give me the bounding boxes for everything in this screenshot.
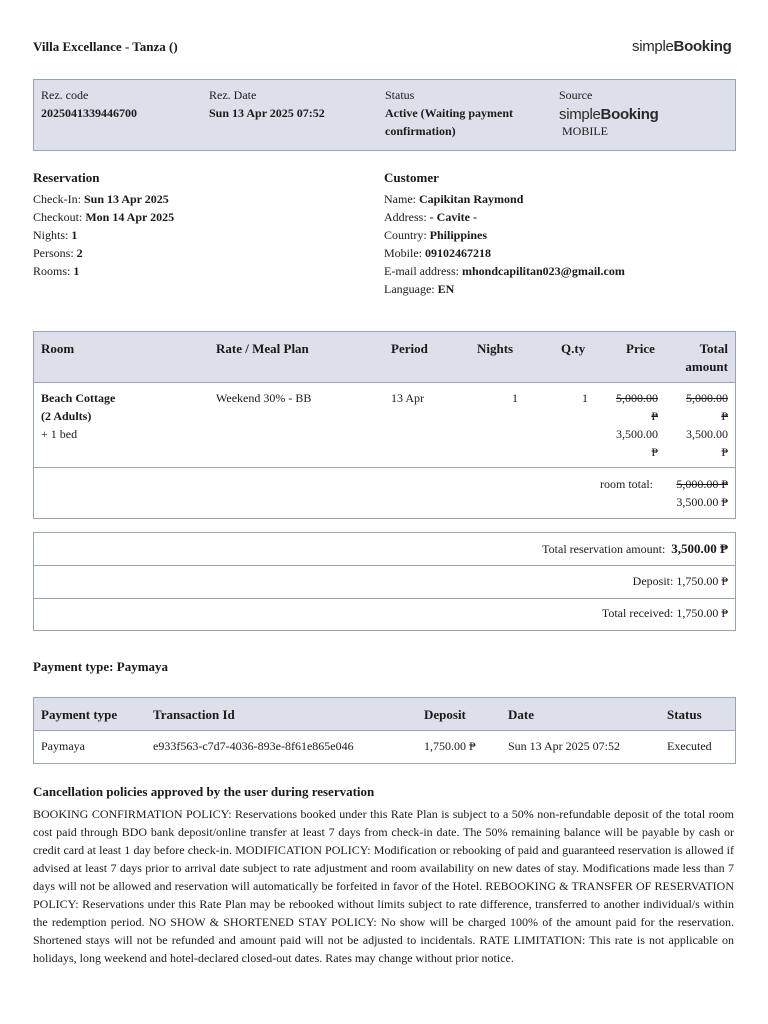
customer-section bbox=[384, 170, 625, 298]
room-cell bbox=[41, 389, 115, 443]
col-nights: Nights bbox=[477, 341, 514, 356]
received-row bbox=[34, 599, 735, 630]
price-new-currency: ₱ bbox=[651, 445, 658, 459]
total-reservation bbox=[542, 541, 728, 557]
room-total-new: 3,500.00 ₱ bbox=[676, 495, 728, 509]
price-old: 5,000.00 bbox=[616, 391, 658, 405]
room-name: Beach Cottage bbox=[41, 391, 116, 405]
payment-table bbox=[33, 697, 736, 764]
col-rate: Rate / Meal Plan bbox=[216, 341, 309, 356]
checkout-value: Mon 14 Apr 2025 bbox=[85, 210, 175, 224]
status-label: Status bbox=[385, 88, 415, 102]
price-new: 3,500.00 bbox=[616, 427, 658, 441]
status-value-line2: confirmation) bbox=[385, 124, 456, 138]
total-new: 3,500.00 bbox=[686, 427, 728, 441]
property-title: Villa Excellance - Tanza () bbox=[33, 39, 178, 54]
nights-label: Nights: bbox=[33, 228, 69, 242]
total-reservation-row bbox=[34, 533, 735, 566]
qty-cell: 1 bbox=[582, 391, 588, 405]
source-label: Source bbox=[559, 88, 593, 102]
source-logo bbox=[559, 106, 658, 123]
persons-value: 2 bbox=[76, 246, 83, 260]
total-cell bbox=[668, 389, 728, 461]
payment-type-heading: Payment type: Paymaya bbox=[33, 659, 169, 674]
total-old-currency: ₱ bbox=[721, 409, 728, 423]
col-price: Price bbox=[626, 341, 655, 356]
rooms-label: Rooms: bbox=[33, 264, 71, 278]
price-cell bbox=[606, 389, 658, 461]
rez-code-value: 2025041339446700 bbox=[41, 106, 137, 120]
room-total-label: room total: bbox=[600, 477, 653, 491]
transaction-id-cell: e933f563-c7d7-4036-893e-8f61e865e046 bbox=[153, 739, 354, 753]
rooms-table bbox=[33, 331, 736, 519]
room-extra: + 1 bed bbox=[41, 427, 78, 441]
rez-date-value: Sun 13 Apr 2025 07:52 bbox=[209, 106, 325, 120]
address-value: - Cavite - bbox=[429, 210, 477, 224]
customer-name-value: Capikitan Raymond bbox=[419, 192, 524, 206]
country-label: Country: bbox=[384, 228, 427, 242]
cancellation-policy-text: BOOKING CONFIRMATION POLICY: Reservations booked under this Rate Plan is subject to a 50% non-refundable deposit of the total room cost paid through BDO bank deposit/online transfer at least 7 days from check-in date. The 50% remaining balance will be payable by cash or credit card at least 1 day before check-in. MODIFICATION POLICY: Modification or rebooking of paid and guaranteed reservation is allowed if advised at least 7 days prior to arrival date subject to rate adjustment and room availability on new dates of stay. Modifications made less than 7 days will not be allowed and reservation will automatically be forfeited in favor of the Hotel. REBOOKING & TRANSFER OF RESERVATION POLICY: Reservations under this Rate Plan may be rebooked without limits subject to rate difference, transferred to another individual/s within the redemption period. NO SHOW & SHORTENED STAY POLICY: No show will be charged 100% of the amount paid for the reservation. Shortened stays will not be refunded and amount paid will not be adjusted to incidentals. RATE LIMITATION: This rate is not applicable on holidays, long weekend and hotel-declared closed-out dates. Rates may change without prior notice. bbox=[33, 807, 734, 965]
rooms-value: 1 bbox=[73, 264, 80, 278]
col-qty: Q.ty bbox=[561, 341, 586, 356]
simplebooking-logo bbox=[632, 38, 731, 55]
cancellation-heading: Cancellation policies approved by the user during reservation bbox=[33, 784, 375, 799]
nights-cell: 1 bbox=[512, 391, 518, 405]
rooms-table-header bbox=[34, 332, 735, 383]
room-occupancy: (2 Adults) bbox=[41, 409, 92, 423]
totals-box bbox=[33, 532, 736, 631]
col-transaction-id: Transaction Id bbox=[153, 707, 235, 722]
reservation-heading: Reservation bbox=[33, 170, 100, 185]
language-value: EN bbox=[437, 282, 455, 296]
period-cell: 13 Apr bbox=[391, 391, 424, 405]
customer-name-label: Name: bbox=[384, 192, 416, 206]
address-label: Address: bbox=[384, 210, 427, 224]
price-old-currency: ₱ bbox=[651, 409, 658, 423]
col-room: Room bbox=[41, 341, 75, 356]
customer-heading: Customer bbox=[384, 170, 439, 185]
col-deposit: Deposit bbox=[424, 707, 466, 722]
col-payment-type: Payment type bbox=[41, 707, 118, 722]
source-logo-bold: Booking bbox=[600, 106, 659, 123]
rez-date-label: Rez. Date bbox=[209, 88, 257, 102]
col-total bbox=[685, 340, 728, 376]
status-cell: Executed bbox=[667, 739, 712, 753]
date-cell: Sun 13 Apr 2025 07:52 bbox=[508, 739, 621, 753]
deposit-amount: Deposit: 1,750.00 ₱ bbox=[632, 574, 728, 588]
email-value[interactable]: mhondcapilitan023@gmail.com bbox=[461, 264, 625, 278]
total-reservation-amount: 3,500.00 ₱ bbox=[671, 541, 728, 556]
rate-cell: Weekend 30% - BB bbox=[216, 391, 312, 405]
received-amount: Total received: 1,750.00 ₱ bbox=[601, 606, 728, 620]
checkout-label: Checkout: bbox=[33, 210, 83, 224]
rez-code-label: Rez. code bbox=[41, 88, 89, 102]
total-old: 5,000.00 bbox=[686, 391, 728, 405]
room-total-old: 5,000.00 ₱ bbox=[676, 477, 728, 491]
col-total-line2: amount bbox=[685, 359, 728, 374]
persons-label: Persons: bbox=[33, 246, 74, 260]
mobile-value: 09102467218 bbox=[425, 246, 491, 260]
reservation-summary bbox=[33, 79, 736, 151]
table-row bbox=[34, 731, 735, 763]
total-reservation-label: Total reservation amount: bbox=[542, 542, 666, 556]
deposit-cell: 1,750.00 ₱ bbox=[424, 739, 476, 753]
country-value: Philippines bbox=[429, 228, 488, 242]
checkin-label: Check-In: bbox=[33, 192, 81, 206]
col-period: Period bbox=[391, 341, 428, 356]
status-value-line1: Active (Waiting payment bbox=[385, 106, 513, 120]
reservation-section bbox=[33, 170, 174, 280]
col-total-line1: Total bbox=[699, 341, 728, 356]
total-new-currency: ₱ bbox=[721, 445, 728, 459]
source-channel: MOBILE bbox=[562, 124, 608, 138]
col-status: Status bbox=[667, 707, 702, 722]
room-total-values bbox=[676, 475, 728, 511]
language-label: Language: bbox=[384, 282, 435, 296]
table-row bbox=[34, 383, 735, 468]
col-date: Date bbox=[508, 707, 534, 722]
logo-bold-text: Booking bbox=[673, 38, 732, 55]
email-label: E-mail address: bbox=[384, 264, 459, 278]
payment-table-header bbox=[34, 698, 735, 731]
deposit-row bbox=[34, 566, 735, 599]
nights-value: 1 bbox=[71, 228, 78, 242]
mobile-label: Mobile: bbox=[384, 246, 422, 260]
payment-type-cell: Paymaya bbox=[41, 739, 85, 753]
source-logo-light: simple bbox=[559, 106, 601, 123]
logo-light-text: simple bbox=[632, 38, 674, 55]
checkin-value: Sun 13 Apr 2025 bbox=[83, 192, 169, 206]
